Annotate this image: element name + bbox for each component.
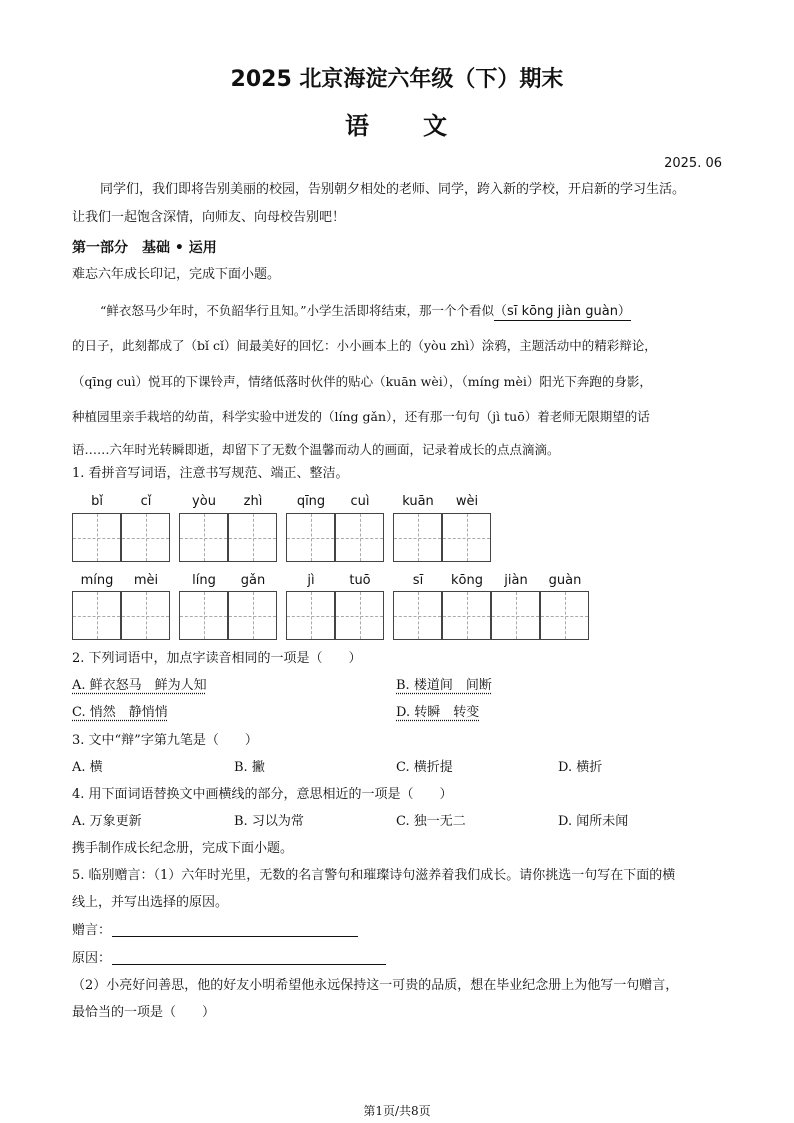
option-b[interactable]: B. 习以为常: [234, 814, 304, 829]
option-b[interactable]: B. 楼道间 间断: [396, 678, 492, 693]
option-c[interactable]: C. 独一无二: [396, 814, 466, 829]
pinyin-label: qīng: [296, 494, 326, 509]
pinyin-label: jì: [307, 573, 315, 588]
reason-label: 原因：: [72, 951, 112, 966]
pinyin-label: bǐ: [91, 494, 103, 509]
pinyin-label: gǎn: [240, 573, 266, 588]
writing-cell[interactable]: [179, 591, 228, 640]
writing-cell[interactable]: [121, 513, 170, 562]
question-5-part-2-line-1: （2）小亮好问善思，他的好友小明希望他永远保持这一可贵的品质，想在毕业纪念册上为他写一句赠言，: [72, 978, 679, 993]
section-lead: 难忘六年成长印记，完成下面小题。: [72, 267, 281, 282]
writing-cell[interactable]: [442, 513, 491, 562]
passage-line-4: 种植园里亲手栽培的幼苗，科学实验中迸发的（líng gǎn），还有那一句句（jì tuō）着老师无限期望的话: [72, 409, 650, 424]
underlined-pinyin: （sī kōng jiàn guàn）: [494, 304, 631, 319]
writing-cell[interactable]: [335, 591, 384, 640]
option-a[interactable]: A. 横: [72, 760, 103, 775]
passage-line-1: [100, 300, 631, 319]
option-d[interactable]: D. 转瞬 转变: [396, 705, 480, 720]
writing-cell[interactable]: [228, 591, 277, 640]
option-b[interactable]: B. 撇: [234, 760, 265, 775]
subject-title: 语 文: [345, 112, 449, 140]
gift-label: 赠言：: [72, 923, 112, 938]
writing-cell[interactable]: [72, 591, 121, 640]
writing-cell[interactable]: [179, 513, 228, 562]
question-4: 4. 用下面词语替换文中画横线的部分，意思相近的一项是（ ）: [72, 787, 453, 802]
passage-text: “鲜衣怒马少年时，不负韶华行且知。”小学生活即将结束，那一个个看似: [100, 303, 495, 318]
option-c[interactable]: C. 悄然 静悄悄: [72, 705, 168, 720]
pinyin-label: yòu: [192, 494, 216, 509]
exam-date: 2025. 06: [664, 156, 722, 171]
pinyin-label: sī: [412, 573, 424, 588]
writing-cell[interactable]: [228, 513, 277, 562]
page-footer: 第1页/共8页: [363, 1104, 431, 1118]
section-lead-2: 携手制作成长纪念册，完成下面小题。: [72, 841, 294, 856]
writing-cell[interactable]: [540, 591, 589, 640]
option-a[interactable]: A. 鲜衣怒马 鲜为人知: [72, 678, 207, 693]
writing-cell[interactable]: [335, 513, 384, 562]
pinyin-label: wèi: [455, 494, 479, 509]
intro-line-1: 同学们，我们即将告别美丽的校园，告别朝夕相处的老师、同学，跨入新的学校，开启新的学习生活。: [100, 182, 686, 197]
passage-line-2: 的日子，此刻都成了（bǐ cǐ）间最美好的回忆：小小画本上的（yòu zhì）涂鸦，主题活动中的精彩辩论，: [72, 338, 657, 353]
option-c[interactable]: C. 横折提: [396, 760, 453, 775]
passage-line-3: （qīng cuì）悦耳的下课铃声，情绪低落时伙伴的贴心（kuān wèi），（míng mèi）阳光下奔跑的身影，: [72, 374, 652, 389]
writing-cell[interactable]: [121, 591, 170, 640]
writing-cell[interactable]: [393, 591, 442, 640]
pinyin-label: kuān: [402, 494, 434, 509]
question-2: 2. 下列词语中，加点字读音相同的一项是（ ）: [72, 651, 362, 666]
pinyin-label: cǐ: [140, 494, 152, 509]
writing-cell[interactable]: [286, 513, 335, 562]
page-title: 2025 北京海淀六年级（下）期末: [230, 67, 564, 92]
writing-cell[interactable]: [442, 591, 491, 640]
question-5-part-2-line-2: 最恰当的一项是（ ）: [72, 1005, 216, 1020]
pinyin-label: zhì: [243, 494, 263, 509]
pinyin-label: mèi: [133, 573, 159, 588]
question-5-line-1: 5. 临别赠言：（1）六年时光里，无数的名言警句和璀璨诗句滋养着我们成长。请你挑选一句写在下面的横: [72, 868, 676, 883]
gift-answer-line[interactable]: [112, 936, 358, 937]
pinyin-label: tuō: [349, 573, 371, 588]
option-d[interactable]: D. 横折: [558, 760, 603, 775]
section-heading: 第一部分 基础 • 运用: [72, 240, 217, 256]
option-a[interactable]: A. 万象更新: [72, 814, 142, 829]
writing-cell[interactable]: [72, 513, 121, 562]
pinyin-label: líng: [192, 573, 216, 588]
passage-line-5: 语……六年时光转瞬即逝，却留下了无数个温馨而动人的画面，记录着成长的点点滴滴。: [72, 442, 560, 457]
question-5-line-2: 线上，并写出选择的原因。: [72, 895, 229, 910]
question-1: 1. 看拼音写词语，注意书写规范、端正、整洁。: [72, 466, 349, 481]
reason-answer-line[interactable]: [112, 964, 386, 965]
writing-cell[interactable]: [286, 591, 335, 640]
pinyin-label: míng: [80, 573, 114, 588]
pinyin-label: guàn: [548, 573, 582, 588]
pinyin-label: kōng: [451, 573, 483, 588]
intro-line-2: 让我们一起饱含深情，向师友、向母校告别吧！: [72, 210, 346, 225]
pinyin-label: cuì: [350, 494, 370, 509]
pinyin-label: jiàn: [504, 573, 528, 588]
option-d[interactable]: D. 闻所未闻: [558, 814, 629, 829]
writing-cell[interactable]: [393, 513, 442, 562]
writing-cell[interactable]: [491, 591, 540, 640]
question-3: 3. 文中“辩”字第九笔是（ ）: [72, 733, 258, 748]
